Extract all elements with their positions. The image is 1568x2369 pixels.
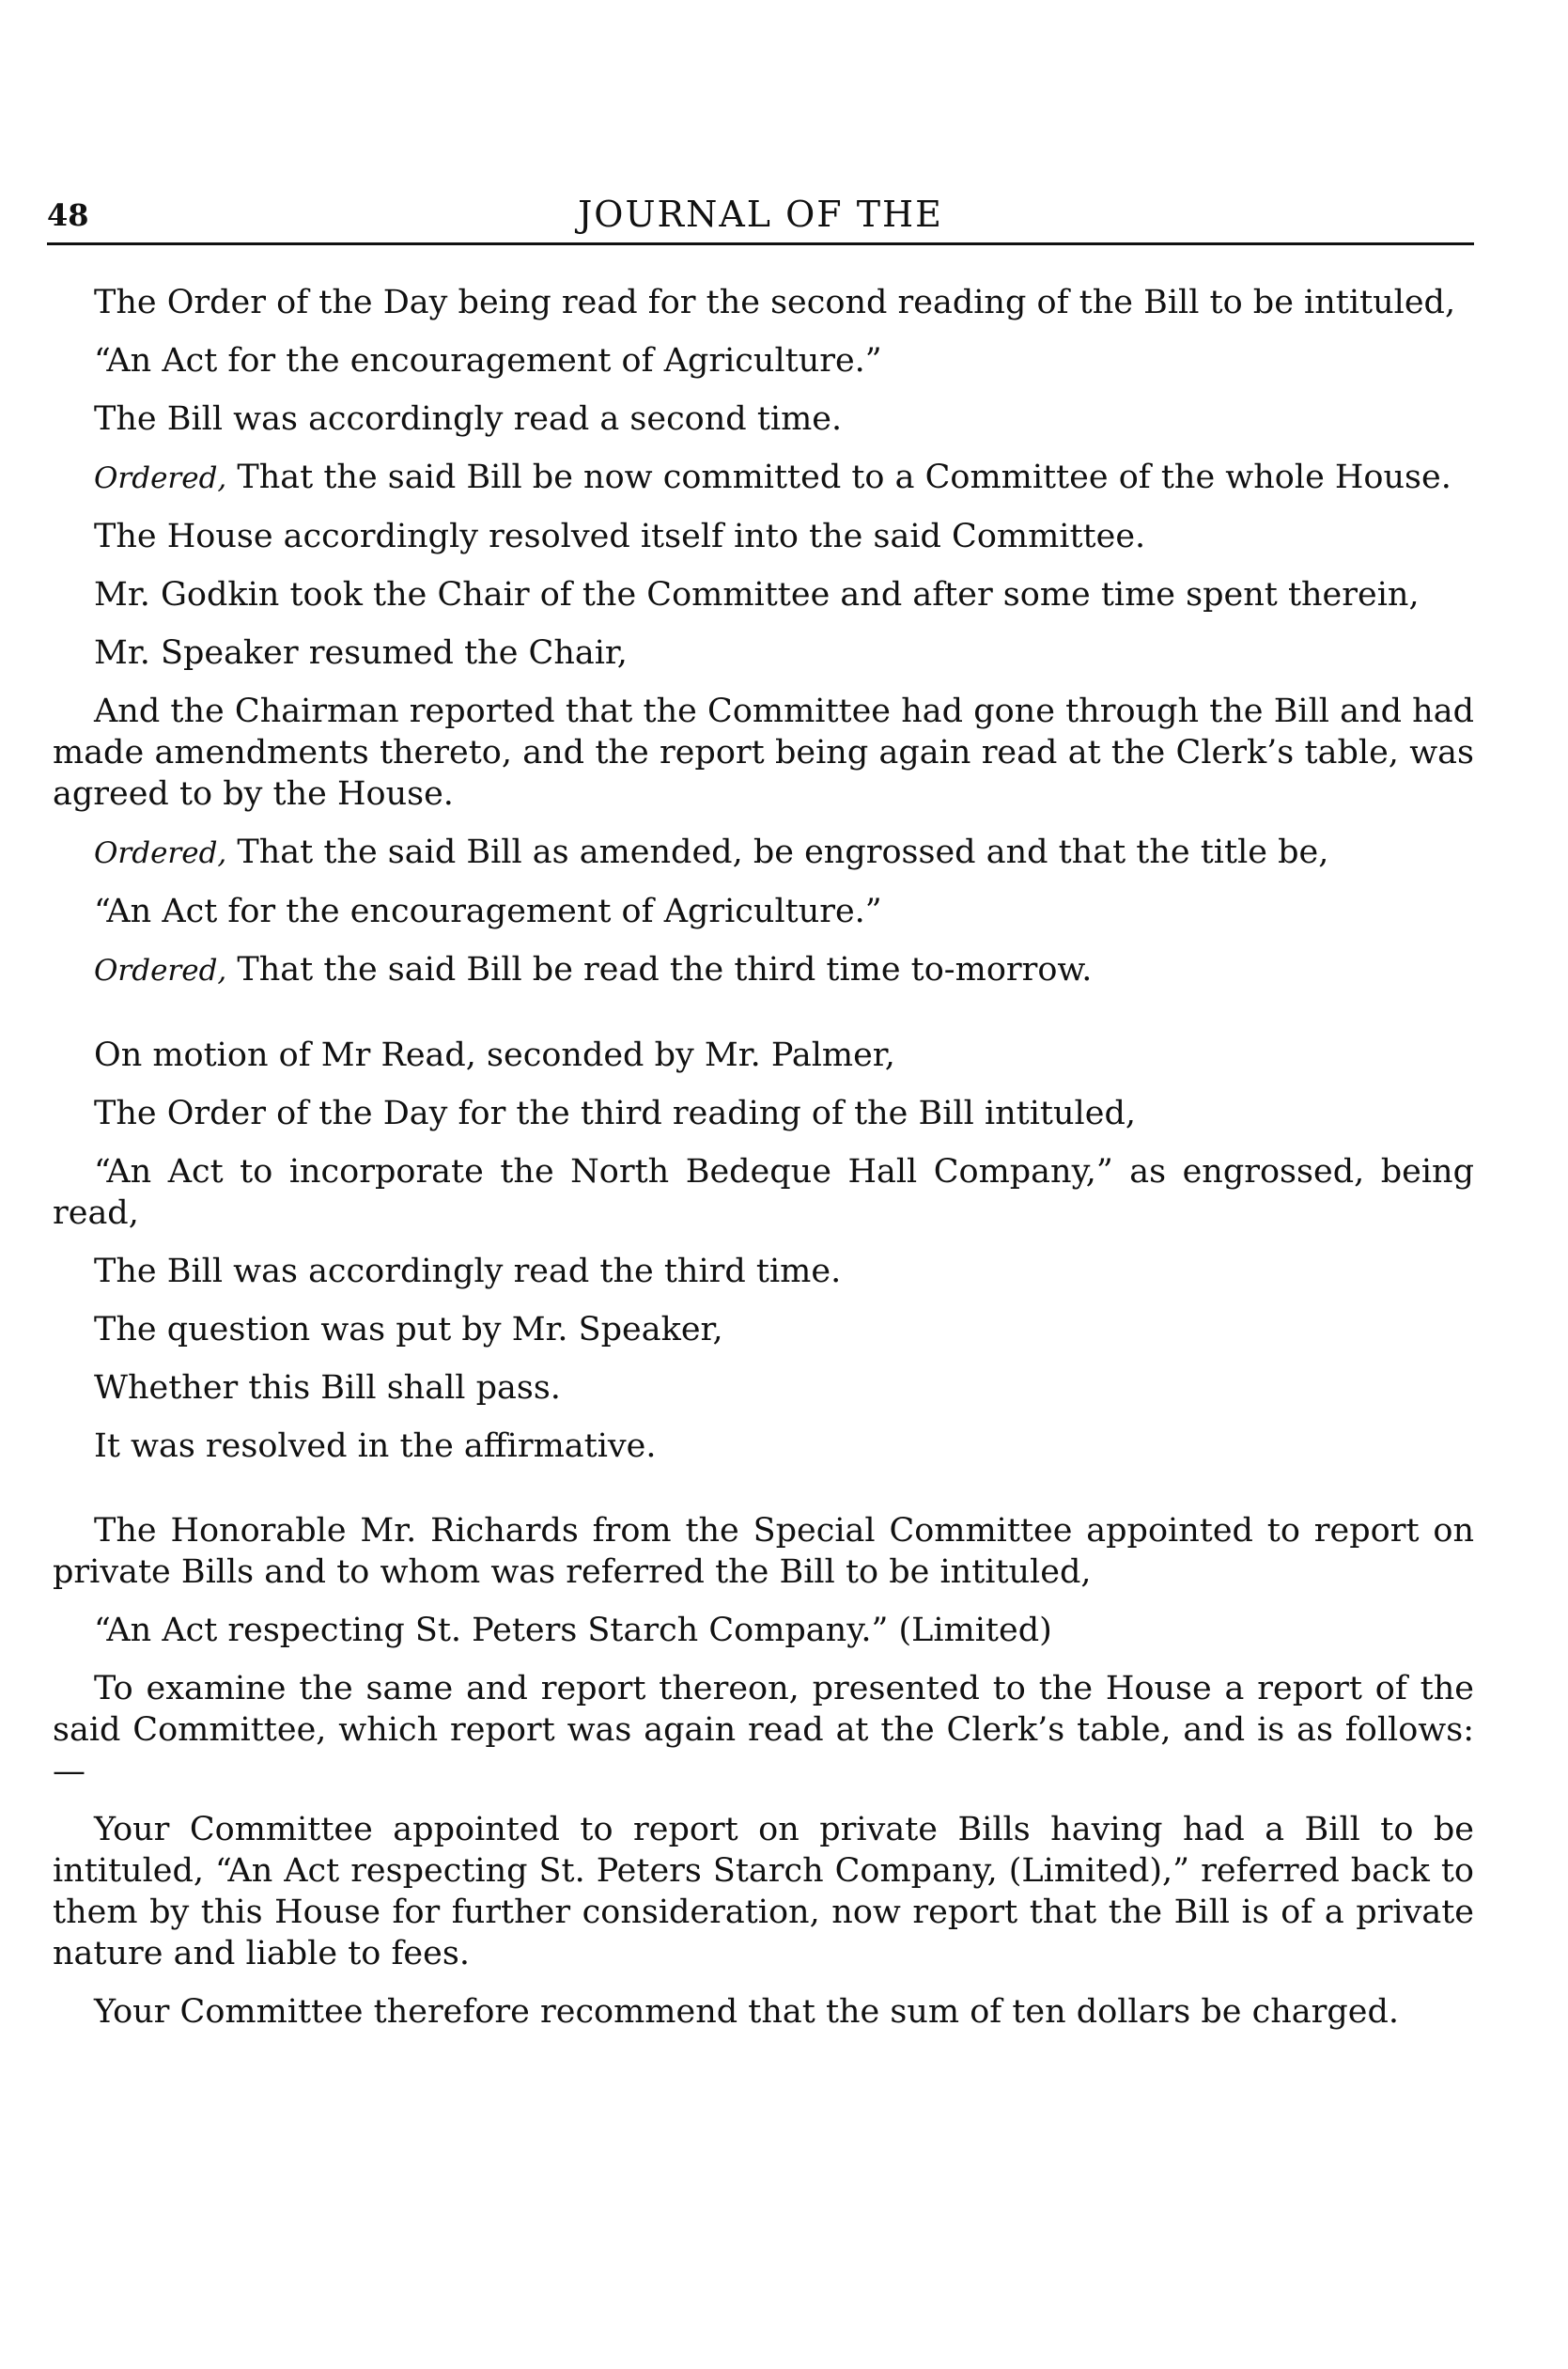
header-rule	[47, 242, 1474, 245]
paragraph-read-second-time: The Bill was accordingly read a second time.	[94, 400, 843, 438]
bill-title-agriculture: “An Act for the encouragement of Agriculture.”	[94, 342, 882, 380]
paragraph-ordered-engrossed	[53, 832, 1474, 874]
bill-title-agriculture-engrossed: “An Act for the encouragement of Agriculture.”	[94, 893, 882, 930]
ordered-text: That the said Bill be read the third time to-morrow.	[226, 951, 1093, 989]
ordered-label: Ordered,	[94, 461, 227, 495]
paragraph-richards-report: The Honorable Mr. Richards from the Special Committee appointed to report on private Bills and to whom was referred the Bill to be intituled,	[53, 1512, 1474, 1591]
paragraph-ordered-committed	[53, 457, 1474, 499]
ordered-text: That the said Bill as amended, be engrossed and that the title be,	[226, 834, 1329, 871]
bill-title-starch-company: “An Act respecting St. Peters Starch Company.” (Limited)	[94, 1612, 1052, 1649]
paragraph-question-put: The question was put by Mr. Speaker,	[94, 1311, 723, 1348]
paragraph-examine-report: To examine the same and report thereon, presented to the House a report of the said Committee, which report was again read at the Clerk’s table, and is as follows: —	[53, 1670, 1474, 1790]
journal-body	[53, 282, 1474, 2049]
paragraph-committee-report: Your Committee appointed to report on private Bills having had a Bill to be intituled, “An Act respecting St. Peters Starch Company, (Limited),” referred back to them by this House for further consideration, now report that the Bill is of a private nature and liable to fees.	[53, 1811, 1474, 1972]
bill-title-north-bedeque: “An Act to incorporate the North Bedeque Hall Company,” as engrossed, being read,	[53, 1153, 1474, 1232]
paragraph-committee-recommend: Your Committee therefore recommend that the sum of ten dollars be charged.	[94, 1993, 1399, 2031]
journal-title: JOURNAL OF THE	[578, 194, 943, 235]
ordered-label: Ordered,	[94, 954, 227, 988]
ordered-label: Ordered,	[94, 836, 227, 870]
ordered-text: That the said Bill be now committed to a Committee of the whole House.	[226, 459, 1452, 496]
paragraph-house-resolved: The House accordingly resolved itself into the said Committee.	[94, 518, 1146, 555]
paragraph-godkin-chair: Mr. Godkin took the Chair of the Committee and after some time spent therein,	[94, 576, 1420, 614]
paragraph-chairman-reported: And the Chairman reported that the Committee had gone through the Bill and had made amendments thereto, and the report being again read at the Clerk’s table, was agreed to by the House.	[53, 693, 1474, 813]
paragraph-read-third-time: The Bill was accordingly read the third time.	[94, 1253, 842, 1290]
paragraph-speaker-resumed: Mr. Speaker resumed the Chair,	[94, 634, 628, 672]
paragraph-second-reading: The Order of the Day being read for the second reading of the Bill to be intituled,	[94, 284, 1456, 321]
paragraph-whether-pass: Whether this Bill shall pass.	[94, 1369, 561, 1407]
paragraph-resolved-affirmative: It was resolved in the affirmative.	[94, 1427, 657, 1465]
paragraph-ordered-third-reading	[53, 949, 1474, 991]
running-head	[47, 188, 1474, 237]
page-number: 48	[47, 197, 89, 233]
paragraph-third-reading-order: The Order of the Day for the third reading of the Bill intituled,	[94, 1095, 1136, 1132]
paragraph-motion-read: On motion of Mr Read, seconded by Mr. Palmer,	[94, 1036, 895, 1074]
